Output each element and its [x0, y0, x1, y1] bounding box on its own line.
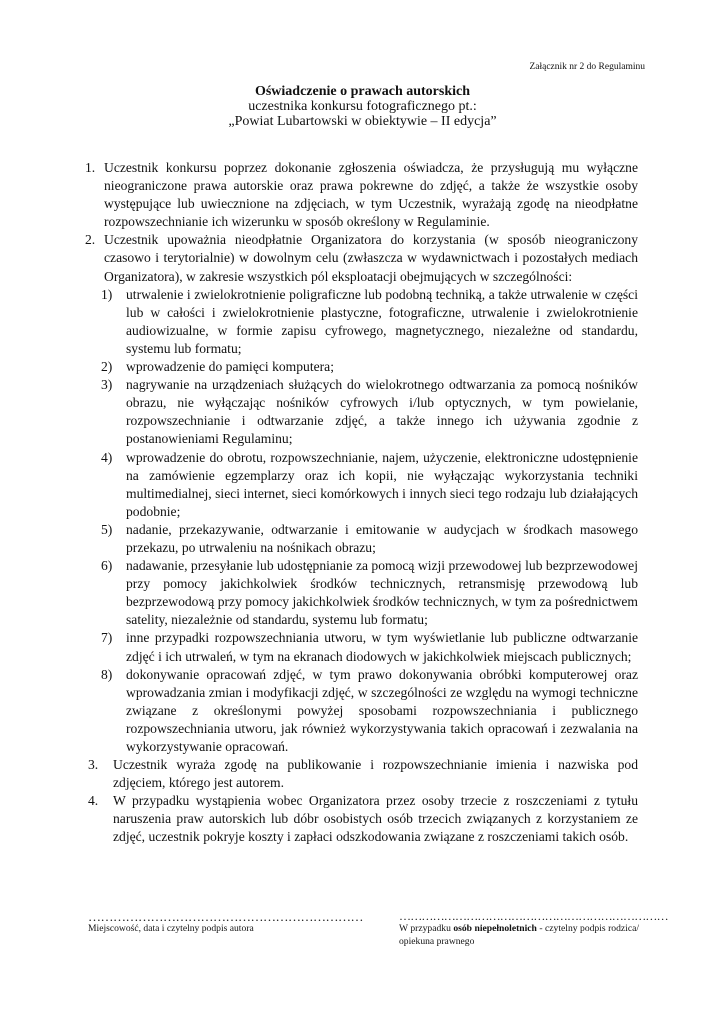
title-block [0, 84, 725, 129]
subclause-8 [88, 666, 638, 756]
subclause-text: wprowadzenie do obrotu, rozpowszechnianie, najem, użyczenie, elektroniczne udostępnienie na zamówienie egzemplarzy oraz ich kopii, nie wyłączając wykorzystania techniki multimedialnej, sieci internet, sieci komórkowych i innych sieci tego rodzaju lub działających podobnie; [126, 449, 638, 519]
subclause-1 [88, 286, 638, 358]
caption-prefix: W przypadku [399, 923, 454, 934]
subclause-text: nadanie, przekazywanie, odtwarzanie i emitowanie w audycjach w środkach masowego przekazu, po utrwaleniu na nośnikach obrazu; [126, 521, 638, 555]
document-subtitle: uczestnika konkursu fotograficznego pt.: [248, 99, 477, 114]
clause-text: W przypadku wystąpienia wobec Organizatora przez osoby trzecie z roszczeniami z tytułu naruszenia praw autorskich lub dóbr osobistych osób trzecich związanych z korzystaniem ze zdjęć, uczestnik pokryje koszty i zapłaci odszkodowania związane z roszczeniami takich osób. [113, 793, 638, 845]
subclause-number: 7) [101, 630, 113, 646]
subclause-text: utrwalenie i zwielokrotnienie poligraficzne lub podobną techniką, a także utrwalenie w części lub w całości i zwielokrotnienie plastyczne, fotograficzne, utrwalenie i zwielokrotnienie audiowizualne, w formie zapisu cyfrowego, magnetycznego, niezależne od standardu, systemu lub formatu; [126, 286, 638, 356]
clause-number: 4. [88, 793, 99, 809]
clause-1 [85, 159, 638, 231]
subclause-text: dokonywanie opracowań zdjęć, w tym prawo dokonywania obróbki komputerowej oraz wprowadzania zmian i modyfikacji zdjęć, w szczególności ze względu na wymogi techniczne związane z określonymi powyżej sposobami rozpowszechniania i publicznego rozpowszechniania utworu, jak również wykorzystywania takich opracowań i zezwalania na wykorzystywanie opracowań. [126, 666, 638, 754]
subclause-number: 8) [101, 666, 113, 682]
contest-name: „Powiat Lubartowski w obiektywie – II edycja” [228, 114, 497, 129]
clause-number: 2. [85, 232, 96, 248]
subclause-number: 4) [101, 449, 113, 465]
subclause-text: nadawanie, przesyłanie lub udostępnianie za pomocą wizji przewodowej lub bezprzewodowej przy pomocy jakichkolwiek środków technicznych, retransmisję przewodową lub bezprzewodową przy pomocy jakichkolwiek środków technicznych, w tym za pośrednictwem satelity, niezależnie od standardu, systemu lub formatu; [126, 558, 638, 628]
clause-4 [88, 792, 638, 846]
subclause-text: inne przypadki rozpowszechniania utworu, w tym wyświetlanie lub publiczne odtwarzanie zdjęć i ich utrwaleń, w tym na ekranach diodowych w jakichkolwiek miejscach publicznych; [126, 630, 638, 664]
clause-number: 3. [88, 757, 99, 773]
subclause-2 [88, 358, 638, 376]
subclause-text: wprowadzenie do pamięci komputera; [126, 359, 334, 375]
subclause-number: 5) [101, 521, 113, 537]
clause-text: Uczestnik upoważnia nieodpłatnie Organizatora do korzystania (w sposób nieograniczony czasowo i terytorialnie) w dowolnym celu (zwłaszcza w wydawnictwach i pozostałych mediach Organizatora), w zakresie wszystkich pól eksploatacji obejmujących w szczególności: [104, 232, 638, 284]
subclause-6 [88, 557, 638, 629]
subclause-text: nagrywanie na urządzeniach służących do wielokrotnego odtwarzania za pomocą nośników obrazu, nie wyłączając nośników cyfrowych i/lub optycznych, w tym powielanie, rozpowszechnianie i odtwarzanie zdjęć, a także innego ich używania zgodnie z postanowieniami Regulaminu; [126, 377, 638, 447]
clause-2 [85, 231, 638, 285]
author-signature-line: ………………………………………………………… [88, 909, 363, 924]
caption-bold: osób niepełnoletnich [453, 923, 537, 934]
subclause-number: 2) [101, 359, 113, 375]
clause-number: 1. [85, 160, 96, 175]
clause-text: Uczestnik konkursu poprzez dokonanie zgłoszenia oświadcza, że przysługują mu wyłączne nieograniczone prawa autorskie oraz prawa pokrewne do zdjęć, a także że wszystkie osoby występujące lub uwiecznione na zdjęciach, w tym Uczestnik, wyrażają zgodę na nieodpłatne rozpowszechnianie ich wizerunku w sposób określony w Regulaminie. [104, 160, 638, 230]
subclause-number: 1) [101, 286, 113, 302]
document-title: Oświadczenie o prawach autorskich [254, 84, 471, 99]
attachment-note: Załącznik nr 2 do Regulaminu [529, 62, 645, 72]
declaration-body [85, 159, 638, 847]
subclause-3 [88, 376, 638, 448]
author-signature-caption: Miejscowość, data i czytelny podpis autora [88, 923, 254, 934]
caption-suffix: - czytelny podpis rodzica/ opiekuna prawnego [399, 923, 639, 947]
subclause-4 [88, 449, 638, 521]
guardian-signature-block [399, 909, 668, 948]
subclause-number: 6) [101, 558, 113, 574]
guardian-signature-line: ……………………………………………………………… [399, 909, 668, 923]
clause-text: Uczestnik wyraża zgodę na publikowanie i rozpowszechnianie imienia i nazwiska pod zdjęciem, którego jest autorem. [113, 757, 638, 791]
author-signature-block [88, 909, 363, 936]
subclause-number: 3) [101, 377, 113, 393]
guardian-signature-caption [399, 923, 639, 948]
subclause-5 [88, 521, 638, 557]
clause-3 [88, 756, 638, 792]
subclause-7 [88, 629, 638, 665]
